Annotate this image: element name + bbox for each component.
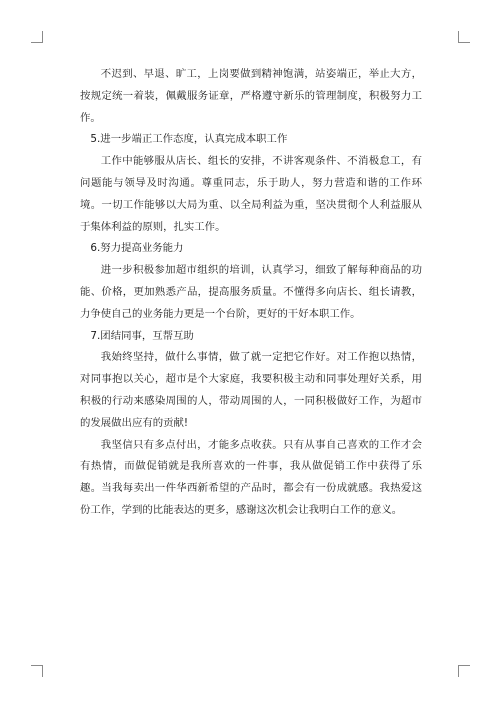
paragraph-teamwork: 我始终坚持，做什么事情，做了就一定把它作好。对工作抱以热情，对同事抱以关心，超市是个大家庭，我要积极主动和同事处理好关系，用积极的行动来感染周围的人，带动周围的人，一同积极做好工作，为超市的发展做出应有的贡献! — [80, 351, 422, 429]
paragraph-discipline: 不迟到、早退、旷工，上岗要做到精神饱满，站姿端正，举止大方，按规定统一着装，佩戴服务证章，严格遵守新乐的管理制度，积极努力工作。 — [80, 68, 422, 124]
section-heading-5: 5.进一步端正工作态度，认真完成本职工作 — [90, 133, 288, 146]
document-body — [80, 64, 422, 522]
section-heading-6: 6.努力提高业务能力 — [90, 242, 184, 255]
paragraph-business-ability: 进一步积极参加超市组织的培训，认真学习，细致了解每种商品的功能、价格，更加熟悉产品，提高服务质量。不懂得多向店长、组长请教，力争使自己的业务能力更是一个台阶，更好的干好本职工作。 — [80, 264, 422, 320]
crop-mark-top-left — [31, 31, 43, 43]
crop-mark-bottom-right — [458, 665, 470, 677]
paragraph-conclusion: 我坚信只有多点付出，才能多点收获。只有从事自己喜欢的工作才会有热情，而做促销就是我所喜欢的一件事，我从做促销工作中获得了乐趣。当我每卖出一件华西新希望的产品时，都会有一份成就感。我热爱这份工作，学到的比能表达的更多，感谢这次机会让我明白工作的意义。 — [80, 438, 422, 516]
crop-mark-top-right — [458, 31, 470, 43]
section-heading-7: 7.团结同事，互帮互助 — [90, 329, 194, 342]
paragraph-work-attitude: 工作中能够服从店长、组长的安排，不讲客观条件、不消极怠工，有问题能与领导及时沟通。尊重同志，乐于助人，努力营造和谐的工作环境。一切工作能够以大局为重、以全局利益为重，坚决贯彻个人利益服从于集体利益的原则，扎实工作。 — [80, 155, 422, 233]
crop-mark-bottom-left — [31, 665, 43, 677]
